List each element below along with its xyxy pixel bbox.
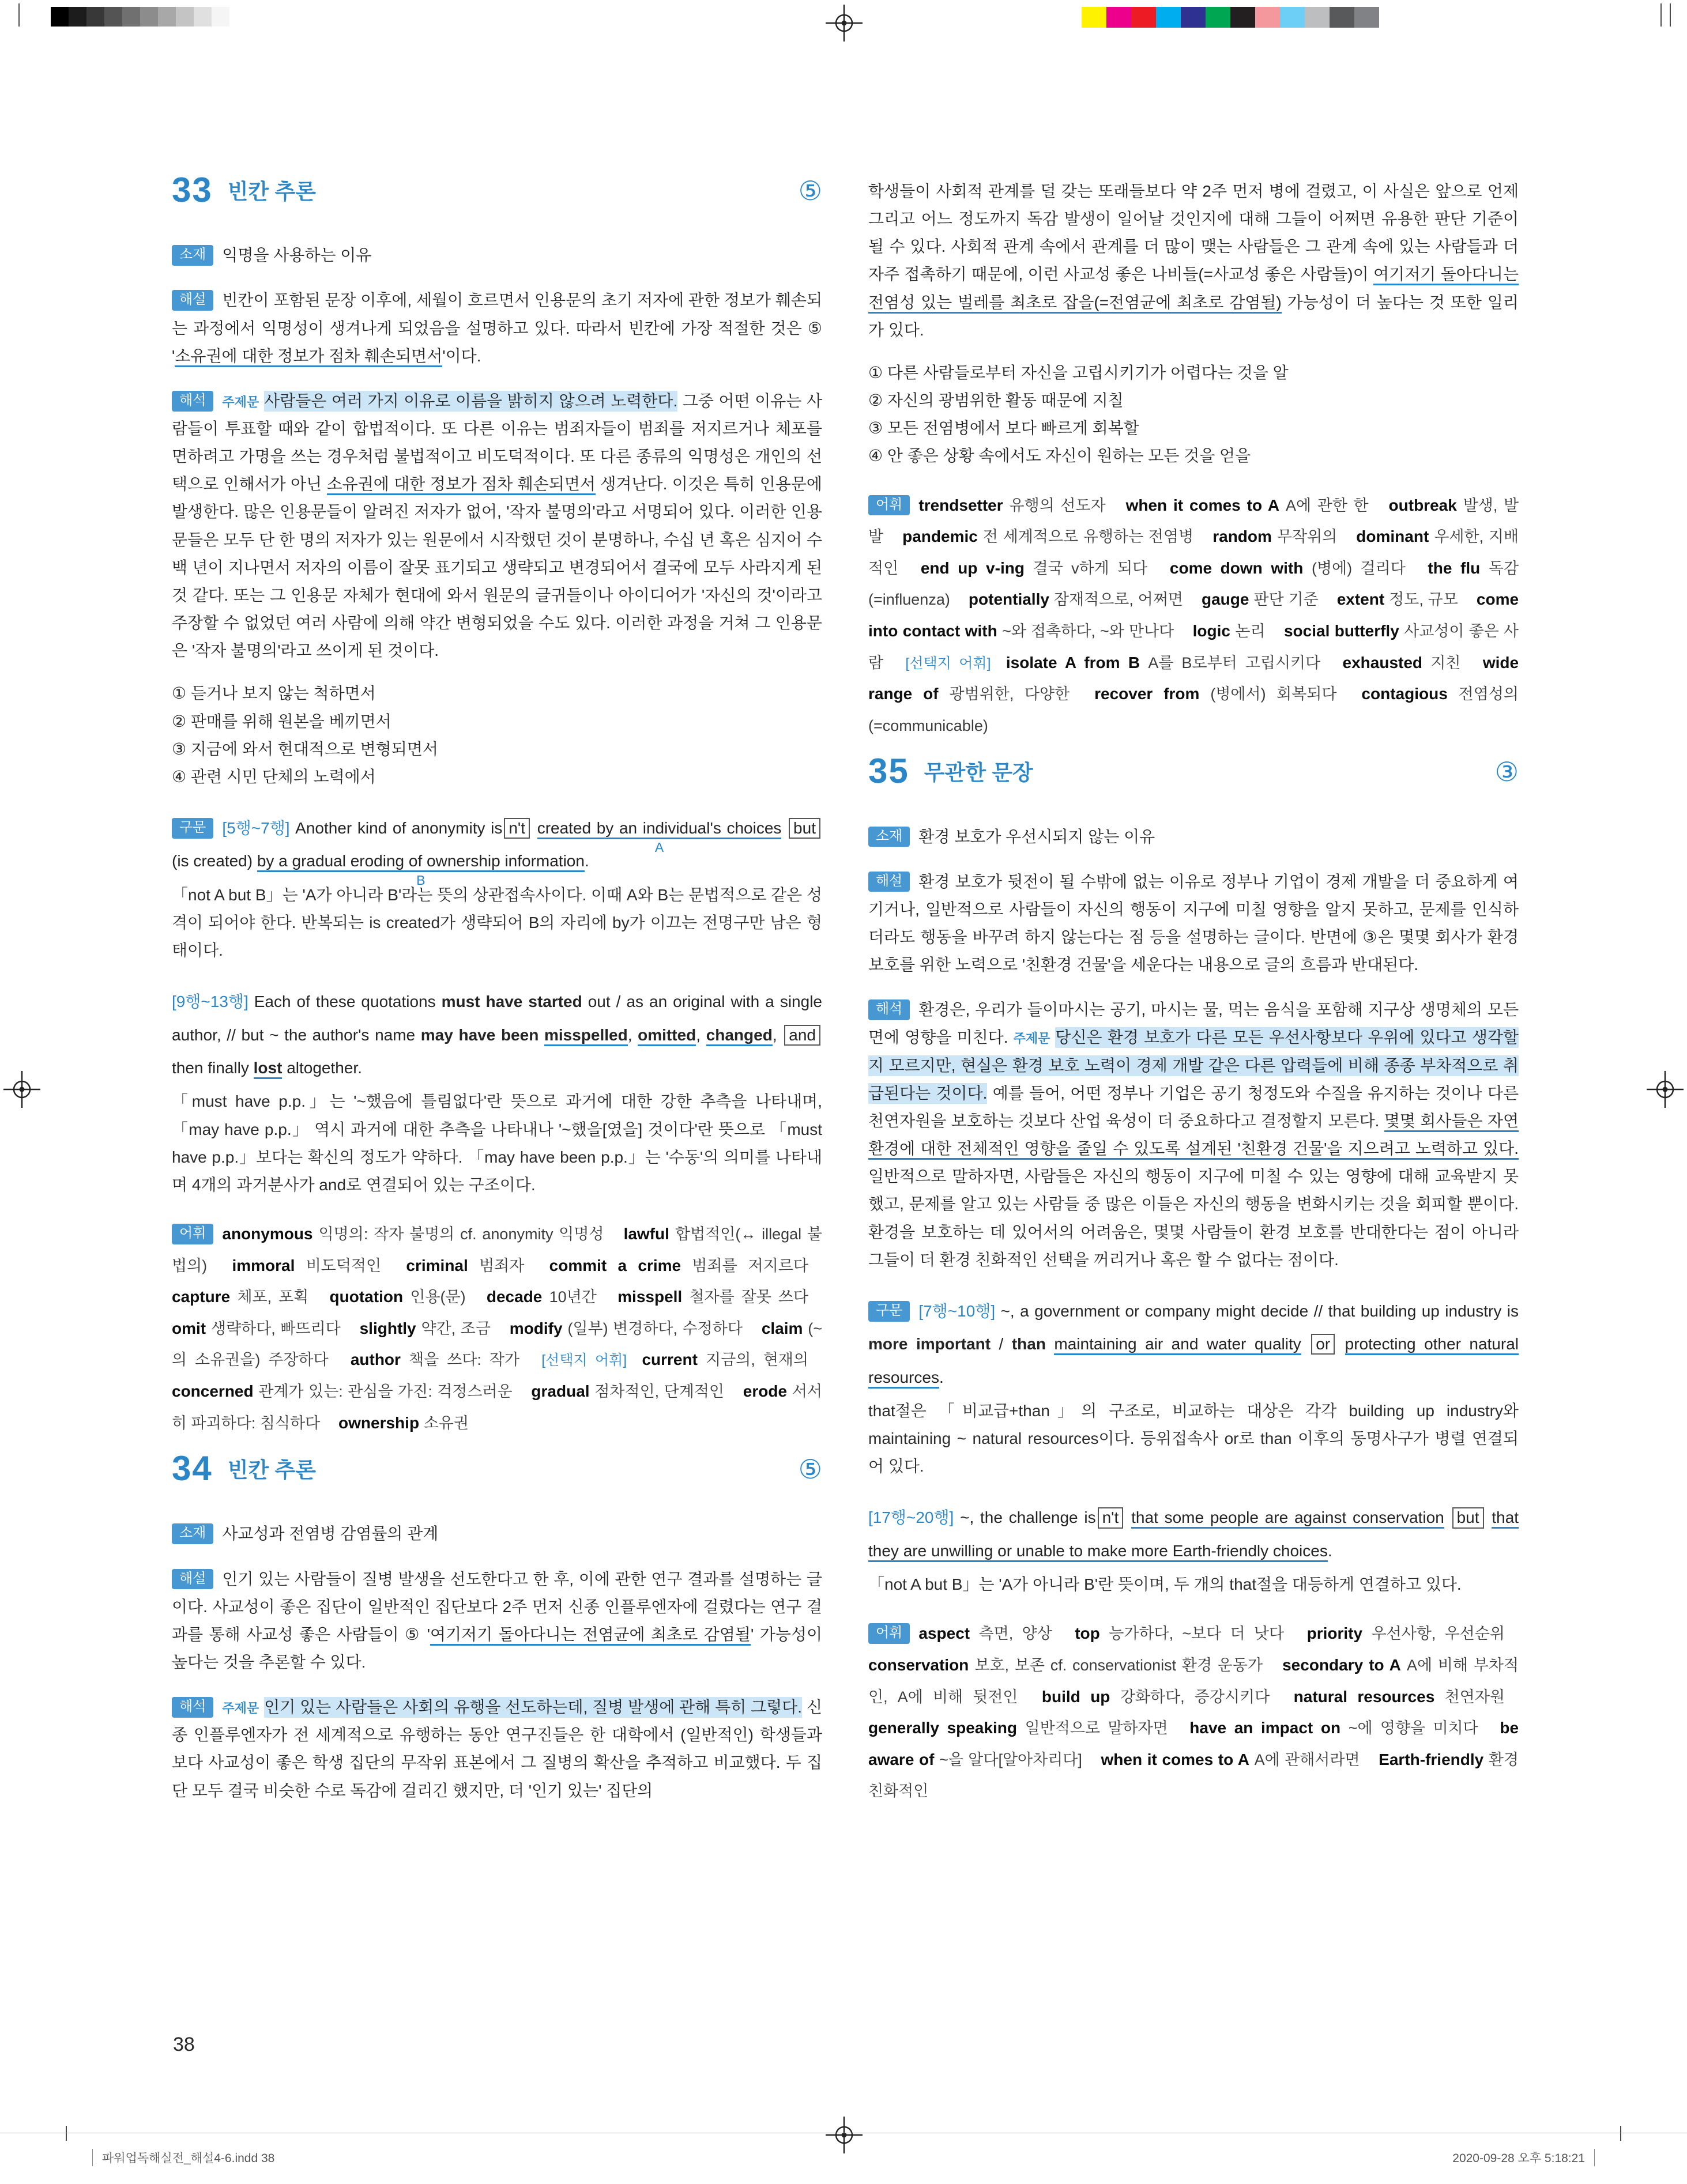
vocab-term: contagious [1361,685,1448,703]
section-label-badge: 어휘 [868,1623,910,1644]
vocab-definition: 잠재적으로, 어쩌면 [1053,591,1183,609]
vocab-entry [1307,1624,1505,1642]
topic-33: 소재 익명을 사용하는 이유 [172,242,822,269]
vocab-term: current [642,1351,698,1369]
vocab-definition: 전 세계적으로 유행하는 전염병 [982,528,1194,546]
vocab-definition: 생략하다, 빠뜨리다 [210,1319,341,1337]
color-swatch [1230,7,1255,28]
grayscale-swatch [51,7,69,27]
vocab-33 [172,1219,822,1439]
content-area [172,160,1519,1807]
grayscale-swatch [176,7,194,27]
vocab-entry [1101,1751,1360,1768]
vocab-entry [868,1719,1168,1737]
vocab-term: omit [172,1319,206,1337]
vocab-definition: ~을 알다[알아차리다] [939,1751,1082,1768]
vocab-entry [549,1257,808,1274]
vocab-entry [406,1257,524,1274]
vocab-entry [1006,654,1320,672]
vocab-entry [1294,1688,1505,1706]
vocab-term: come into contact with [868,590,1519,640]
vocab-definition: 정도, 규모 [1389,591,1458,609]
vocab-definition: (~의 소유권을) 주장하다 [172,1319,823,1369]
translation-35: 해석 환경은, 우리가 들이마시는 공기, 마시는 물, 먹는 음식을 포함해 지구상 생명체의 모든 면에 영향을 미친다. 주제문 당신은 환경 보호가 다른 모든 우선사항보다 우위에 있다고 생각할지 모르지만, 현실은 환경 보호 노력이 경제 개발 같은 다른 압력들에 비해 종종 부차적으로 취급된다는 것이다. 예를 들어, 어떤 정부나 기업은 공기 청정도와 수질을 유지하는 것이나 다른 천연자원을 보호하는 것보다 산업 육성이 더 중요하다고 결정할지 모른다. 몇몇 회사들은 자연 환경에 대한 전체적인 영향을 줄일 수 있도록 설계된 '친환경 건물'을 지으려고 노력하고 있다. 일반적으로 말하자면, 사람들은 자신의 행동이 지구에 미칠 수 있는 영향에 대해 교육받지 못했고, 문제를 알고 있는 사람들 중 많은 이들은 자신의 행동을 변화시키는 것을 회피할 뿐이다. 환경을 보호하는 데 있어서의 어려움은, 몇몇 사람들이 환경 보호를 반대한다는 점이 아니라 그들이 더 환경 친화적인 선택을 꺼리거나 혹은 할 수 없다는 점이다. [868,1001,1519,1269]
vocab-term: author [350,1351,401,1369]
color-swatch [1106,7,1131,28]
answer-option: ③ 모든 전염병에서 보다 빠르게 회복할 [868,419,1139,437]
trim-mark [18,3,20,27]
vocab-34 [868,490,1519,742]
color-swatch [1330,7,1354,28]
vocab-definition: A에 관해서라면 [1254,1751,1360,1768]
answer-option: ④ 안 좋은 상황 속에서도 자신이 원하는 모든 것을 얻을 [868,447,1251,465]
vocab-definition: 익명의: 작자 불명의 cf. anonymity 익명성 [318,1225,604,1243]
topic-sentence-label: 주제문 [222,1701,259,1716]
section-label-badge: 구문 [868,1301,910,1322]
vocab-term: claim [761,1319,803,1337]
answer-option: ② 자신의 광범위한 활동 때문에 지칠 [868,391,1124,410]
vocab-entry [1189,1719,1478,1737]
qheader [868,741,1519,801]
vocab-definition: 점차적인, 단계적인 [594,1383,725,1401]
syntax-33-1: 구문 [5행~7행] Another kind of anonymity is n't created by an individual's choices A but (is created) by a gradual eroding of ownership information B . [172,812,822,878]
color-swatch [1255,7,1280,28]
vocab-definition: 우세한, 지배적인 [868,528,1519,577]
explanation-34: 해설 인기 있는 사람들이 질병 발생을 선도한다고 한 후, 이에 관한 연구 결과를 설명하는 글이다. 사교성이 좋은 집단이 일반적인 집단보다 2주 먼저 신종 인플루엔자에 걸렸다는 연구 결과를 통해 사교성 좋은 사람들이 ⑤ '여기저기 돌아다니는 전염균에 최초로 감염될' 가능성이 높다는 것을 추론할 수 있다. [172,1570,822,1672]
vocab-definition: 서서히 파괴하다: 침식하다 [172,1383,822,1432]
answer-option: ④ 관련 시민 단체의 노력에서 [172,767,376,786]
translation-34-continued: 학생들이 사회적 관계를 덜 갖는 또래들보다 약 2주 먼저 병에 걸렸고, 이 사실은 앞으로 언제 그리고 어느 정도까지 독감 발생이 일어날 것인지에 대해 그들이 어쩌면 유용한 판단 기준이 될 수 있다. 사회적 관계 속에서 관계를 더 많이 맺는 사람들은 그 관계 속에 있는 사람들과 더 자주 접촉하기 때문에, 이런 사교성 좋은 나비들(=사교성 좋은 사람들)이 여기저기 돌아다니는 전염성 있는 벌레를 최초로 잡을(=전염균에 최초로 감염될) 가능성이 더 높다는 것 또한 일리가 있다. [868,182,1519,339]
options-33 [172,680,822,791]
vocab-term: decade [486,1288,543,1306]
vocab-definition: 우선사항, 우선순위 [1371,1625,1505,1643]
vocab-entry [918,1624,1052,1642]
vocab-term: recover from [1094,685,1200,703]
vocab-definition: (병에) 걸리다 [1312,559,1406,577]
column-right [868,160,1519,1807]
section-label-badge: 해석 [172,1697,213,1718]
vocab-entry [1042,1688,1270,1706]
question-type-title: 무관한 문장 [924,761,1033,785]
vocab-term: trendsetter [918,496,1003,514]
vocab-term: secondary to A [1282,1656,1401,1674]
vocab-term: have an impact on [1189,1719,1341,1737]
vocab-definition: 유행의 선도자 [1009,496,1106,514]
vocab-choice-marker: [선택지 어휘] [541,1352,627,1369]
question-type-title: 빈칸 추론 [227,179,316,203]
color-swatch [1082,7,1106,28]
trim-mark [1660,3,1662,27]
topic-sentence-label: 주제문 [222,394,259,409]
vocab-entry [510,1319,743,1337]
vocab-definition: 범죄를 저지르다 [692,1257,808,1274]
answer-choice-number: ⑤ [798,176,822,206]
syntax-annotation-letter: A [654,840,664,855]
vocab-definition: 지금의, 현재의 [706,1351,809,1369]
question-number: 35 [868,752,909,791]
vocab-definition: 사교성이 좋은 사람 [868,622,1519,672]
grayscale-swatch [158,7,176,27]
question-number: 33 [172,171,213,209]
vocab-term: extent [1336,590,1385,609]
section-label-badge: 해설 [172,290,213,311]
vocab-term: immoral [232,1256,295,1274]
vocab-term: erode [743,1382,788,1401]
section-label-badge: 해설 [868,872,910,892]
vocab-entry [360,1319,491,1337]
vocab-entry [1337,590,1458,608]
vocab-term: lawful [623,1225,669,1243]
color-swatch [1354,7,1379,28]
vocab-definition: ~와 접촉하다, ~와 만나다 [1002,622,1174,640]
grayscale-swatch [212,7,229,27]
vocab-definition: 보호, 보존 cf. conservationist 환경 운동가 [974,1657,1263,1674]
footer-filename: 파워업독해실전_해설4-6.indd 38 [92,2149,274,2166]
vocab-term: pandemic [902,527,978,546]
vocab-definition: 책을 쓰다: 작가 [409,1351,519,1369]
vocab-definition: 비도덕적인 [306,1257,382,1274]
vocab-term: conservation [868,1656,969,1674]
vocab-term: outbreak [1388,496,1457,514]
syntax-33-1-note: 「not A but B」는 'A가 아니라 B'라는 뜻의 상관접속사이다. 이때 A와 B는 문법적으로 같은 성격이 되어야 한다. 반복되는 is created가 생략되어 B의 자리에 by가 이끄는 전명구만 남은 형태이다. [172,885,822,960]
vocab-term: gauge [1201,590,1249,609]
syntax-35-1-note: that절은 「비교급+than」의 구조로, 비교하는 대상은 각각 building up industry와 maintaining ~ natural resources이다. 등위접속사 or로 than 이후의 동명사구가 병렬 연결되어 있다. [868,1402,1519,1476]
section-label-badge: 해석 [172,391,213,412]
trim-mark [1620,2126,1621,2141]
syntax-35-2: [17행~20행] ~, the challenge is n't that some people are against conservation but that they are unwilling or unable to make more Earth-friendly choices. [868,1501,1519,1567]
question-type-title: 빈칸 추론 [227,1458,316,1482]
vocab-definition: 일반적으로 말하자면 [1025,1719,1168,1737]
vocab-definition: 인용(문) [410,1288,466,1306]
vocab-entry [172,1288,308,1306]
vocab-entry [617,1288,808,1306]
vocab-term: natural resources [1293,1687,1435,1706]
vocab-term: when it comes to A [1125,496,1280,514]
vocab-term: capture [172,1288,231,1306]
vocab-definition: 관계가 있는: 관심을 가진: 걱정스러운 [258,1383,513,1401]
section-label-badge: 구문 [172,818,213,839]
explanation-33: 해설 빈칸이 포함된 문장 이후에, 세월이 흐르면서 인용문의 초기 저자에 관한 정보가 훼손되는 과정에서 익명성이 생겨나게 되었음을 설명하고 있다. 따라서 빈칸에 가장 적절한 것은 ⑤ '소유권에 대한 정보가 점차 훼손되면서'이다. [172,286,822,369]
vocab-entry [172,1382,513,1400]
vocab-35 [868,1618,1519,1807]
vocab-definition: A를 B로부터 고립시키다 [1148,654,1321,672]
vocab-term: priority [1306,1624,1363,1643]
vocab-term: commit a crime [549,1256,681,1274]
color-swatch [1206,7,1230,28]
vocab-entry [1075,1624,1284,1642]
vocab-term: isolate A from B [1006,653,1140,672]
section-label-badge: 해설 [172,1569,213,1590]
topic-sentence-label: 주제문 [1013,1031,1050,1046]
vocab-term: end up v-ing [920,559,1025,577]
answer-option: ② 판매를 위해 원본을 베끼면서 [172,712,391,730]
syntax-33-2: [9행~13행] Each of these quotations must have started out / as an original with a single author, // but ~ the author's name may have been misspelled, omitted, changed, and then finally lost altogether. [172,985,822,1084]
vocab-term: dominant [1356,527,1429,546]
topic-34: 소재 사교성과 전염병 감염률의 관계 [172,1520,822,1548]
vocab-definition: 환경 친화적인 [868,1751,1519,1800]
grayscale-swatch [122,7,140,27]
translation-34: 해석 주제문 인기 있는 사람들은 사회의 유행을 선도하는데, 질병 발생에 관해 특히 그렇다. 신종 인플루엔자가 전 세계적으로 유행하는 동안 연구진들은 한 대학에서 (일반적인) 학생들과 보다 사교성이 좋은 학생 집단의 무작위 표본에서 그 질병의 확산을 추적하고 비교했다. 두 집단 모두 결국 비슷한 수로 독감에 걸리긴 했지만, 더 '인기 있는' 집단의 [172,1698,823,1800]
vocab-definition: 무작위의 [1276,528,1338,546]
registration-mark [826,5,863,42]
vocab-entry [351,1351,519,1368]
vocab-entry [1094,685,1336,703]
vocab-entry [487,1288,597,1306]
grayscale-swatch [69,7,86,27]
vocab-choice-marker: [선택지 어휘] [905,655,991,672]
registration-mark [1647,1071,1684,1108]
vocab-term: gradual [531,1382,590,1401]
vocab-entry [330,1288,466,1306]
vocab-entry [1343,654,1461,672]
vocab-definition: A에 관한 한 [1286,496,1369,514]
vocab-term: the flu [1428,559,1481,577]
vocab-entry [1170,559,1406,577]
vocab-entry [232,1257,381,1274]
vocab-definition: 체포, 포획 [237,1288,309,1306]
column-left [172,160,822,1807]
grayscale-swatch [140,7,158,27]
vocab-term: when it comes to A [1101,1750,1250,1768]
explanation-35: 해설 환경 보호가 뒷전이 될 수밖에 없는 이유로 정부나 기업이 경제 개발을 더 중요하게 여기거나, 일반적으로 사람들이 자신의 행동이 지구에 미칠 영향을 알지 못하고, 문제를 인식하더라도 행동을 바꾸려 하지 않는다는 점 등을 설명하는 글이다. 반면에 ③은 몇몇 회사가 환경 보호를 위한 노력으로 '친환경 건물'을 세운다는 내용으로 글의 흐름과 반대된다. [868,872,1519,974]
vocab-entry [1126,496,1369,514]
vocab-term: social butterfly [1283,621,1399,640]
vocab-term: criminal [406,1256,468,1274]
color-swatch [1305,7,1330,28]
vocab-term: exhausted [1342,653,1423,672]
vocab-definition: 소유권 [423,1414,469,1432]
vocab-term: ownership [338,1413,420,1432]
vocab-term: Earth-friendly [1379,1750,1484,1768]
grayscale-swatch [194,7,212,27]
vocab-term: misspell [617,1288,683,1306]
footer-timestamp: 2020-09-28 오후 5:18:21 [1452,2149,1595,2166]
vocab-term: potentially [968,590,1049,609]
vocab-definition: 천연자원 [1444,1688,1505,1706]
vocab-entry [1193,622,1266,640]
vocab-term: logic [1192,621,1230,640]
vocab-term: generally speaking [868,1719,1017,1737]
answer-option: ① 듣거나 보지 않는 척하면서 [172,684,376,703]
trim-mark [1670,3,1671,27]
vocab-definition: (병에서) 회복되다 [1210,685,1337,703]
section-label-badge: 해석 [868,999,910,1020]
vocab-definition: A에 비해 부차적인, A에 비해 뒷전인 [868,1657,1519,1706]
answer-choice-number: ③ [1494,757,1519,787]
vocab-entry [969,590,1183,608]
vocab-definition: 강화하다, 증강시키다 [1120,1688,1270,1706]
section-label-badge: 소재 [868,827,910,847]
vocab-definition: 독감(=influenza) [868,559,1519,609]
vocab-entry [222,1225,604,1243]
vocab-definition: 논리 [1235,622,1266,640]
vocab-definition: 발생, 발발 [868,496,1519,546]
vocab-entry [1202,590,1319,608]
vocab-definition: 지친 [1430,654,1461,672]
qheader [172,160,822,220]
vocab-term: concerned [172,1382,254,1401]
cmyk-calibration-bar [1082,7,1379,28]
vocab-definition: 결국 v하게 되다 [1033,559,1148,577]
page-number: 38 [173,2034,195,2055]
vocab-term: aspect [918,1624,970,1643]
vocab-term: quotation [329,1288,404,1306]
options-34 [868,359,1519,470]
question-number: 34 [172,1449,213,1488]
vocab-term: build up [1041,1687,1110,1706]
grayscale-calibration-bar [51,7,229,27]
vocab-definition: 판단 기준 [1253,591,1319,609]
vocab-term: random [1212,527,1272,546]
vocab-definition: 철자를 잘못 쓰다 [689,1288,809,1306]
vocab-entry [868,1656,1263,1674]
vocab-term: come down with [1169,559,1304,577]
vocab-term: wide range of [868,653,1519,703]
answer-option: ① 다른 사람들로부터 자신을 고립시키기가 어렵다는 것을 알 [868,363,1289,382]
section-label-badge: 소재 [172,245,213,266]
trim-mark [66,2126,67,2141]
vocab-definition: 광범위한, 다양한 [949,685,1070,703]
color-swatch [1280,7,1305,28]
vocab-definition: 범죄자 [479,1257,525,1274]
vocab-term: anonymous [222,1225,313,1243]
answer-option: ③ 지금에 와서 현대적으로 변형되면서 [172,740,438,758]
topic-35: 소재 환경 보호가 우선시되지 않는 이유 [868,823,1519,851]
vocab-entry [1212,527,1337,545]
vocab-definition: 합법적인(↔ illegal 불법의) [172,1225,823,1274]
syntax-annotation-letter: B [416,873,425,888]
vocab-definition: 10년간 [549,1288,597,1306]
vocab-entry [642,1351,808,1368]
vocab-definition: ~에 영향을 미치다 [1348,1719,1478,1737]
vocab-term: be aware of [868,1719,1519,1768]
vocab-entry [902,527,1193,545]
section-label-badge: 어휘 [868,495,910,516]
section-label-badge: 어휘 [172,1224,213,1244]
registration-mark [3,1071,40,1108]
section-label-badge: 소재 [172,1523,213,1544]
vocab-definition: 전염성의(=communicable) [868,685,1519,734]
color-swatch [1131,7,1156,28]
qheader [172,1439,822,1498]
vocab-definition: 측면, 양상 [978,1625,1052,1643]
vocab-term: modify [509,1319,563,1337]
vocab-entry [338,1414,469,1432]
vocab-definition: 능가하다, ~보다 더 낫다 [1109,1625,1285,1643]
translation-33: 해석 주제문 사람들은 여러 가지 이유로 이름을 밝히지 않으려 노력한다. 그중 어떤 이유는 사람들이 투표할 때와 같이 합법적이다. 또 다른 이유는 범죄자들이 범죄를 저지르거나 체포를 면하려고 가명을 쓰는 경우처럼 불법적이고 비도덕적이다. 또 다른 종류의 익명성은 개인의 선택으로 인해서가 아닌 소유권에 대한 정보가 점차 훼손되면서 생겨난다. 이것은 특히 인용문에 발생한다. 많은 인용문들이 알려진 저자가 없어, '작자 불명의'라고 서명되어 있다. 이러한 인용문들은 모두 단 한 명의 저자가 있는 원문에서 시작했던 것이 분명하나, 수십 년 혹은 심지어 수백 년이 지나면서 저자의 이름이 잘못 표기되고 생략되고 변경되어서 결국에 모두 사라지게 된 것 같다. 또는 그 인용문 자체가 현대에 와서 원문의 글귀들이나 아이디어가 '자신의 것'이라고 주장할 수 없었던 여러 사람에 의해 약간 변형되었을 수도 있다. 이러한 과정을 거쳐 그 인용문은 '작자 불명의'라고 쓰이게 된 것이다. [172,391,822,660]
vocab-entry [531,1382,724,1400]
vocab-definition: 약간, 조금 [421,1319,491,1337]
syntax-35-2-note: 「not A but B」는 'A가 아니라 B'란 뜻이며, 두 개의 that절을 대등하게 연결하고 있다. [868,1575,1462,1594]
color-swatch [1156,7,1181,28]
syntax-33-2-note: 「must have p.p.」는 '~했음에 틀림없다'란 뜻으로 과거에 대한 강한 추측을 나타내며, 「may have p.p.」 역시 과거에 대한 추측을 나타내나 '~했을[였을] 것이다'란 뜻으로 「must have p.p.」보다는 확신의 정도가 약하다. 「may have been p.p.」는 '수동'의 의미를 나타내며 4개의 과거분사가 and로 연결되어 있는 구조이다. [172,1092,822,1194]
syntax-35-1: 구문 [7행~10행] ~, a government or company might decide // that building up industry is more important / than maintaining air and water quality or protecting other natural resources. [868,1295,1519,1394]
registration-mark [826,2117,863,2153]
vocab-term: slightly [359,1319,416,1337]
vocab-entry [918,496,1105,514]
answer-choice-number: ⑤ [798,1454,822,1485]
grayscale-swatch [104,7,122,27]
vocab-entry [921,559,1147,577]
vocab-term: top [1075,1624,1100,1643]
color-swatch [1181,7,1206,28]
vocab-definition: (일부) 변경하다, 수정하다 [567,1319,743,1337]
grayscale-swatch [86,7,104,27]
vocab-entry [172,1319,341,1337]
